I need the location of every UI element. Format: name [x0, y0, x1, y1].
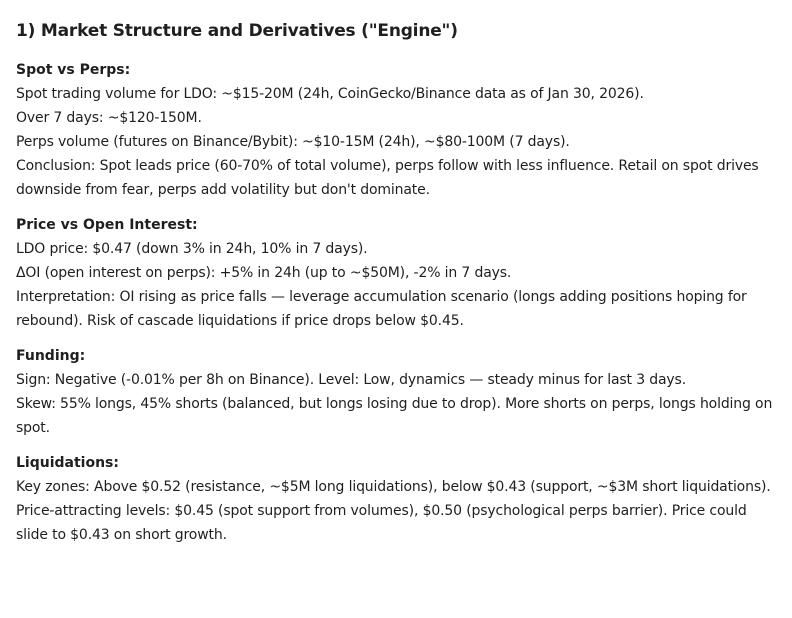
paragraph: LDO price: $0.47 (down 3% in 24h, 10% in 7 days). — [16, 241, 368, 257]
section-funding — [16, 344, 776, 440]
paragraph: Over 7 days: ~$120-150M. — [16, 110, 202, 126]
paragraph: Skew: 55% longs, 45% shorts (balanced, but longs losing due to drop). More shorts on perps, longs holding on spot. — [16, 396, 773, 436]
section-heading: Price vs Open Interest: — [16, 217, 198, 233]
section-liquidations — [16, 451, 776, 547]
section-spot-vs-perps — [16, 58, 776, 202]
section-heading: Spot vs Perps: — [16, 62, 131, 78]
paragraph: Spot trading volume for LDO: ~$15-20M (24h, CoinGecko/Binance data as of Jan 30, 2026). — [16, 86, 644, 102]
paragraph: Key zones: Above $0.52 (resistance, ~$5M long liquidations), below $0.43 (support, ~$3M short liquidations). — [16, 479, 771, 495]
section-price-vs-open-interest — [16, 213, 776, 333]
paragraph: Perps volume (futures on Binance/Bybit): ~$10-15M (24h), ~$80-100M (7 days). — [16, 134, 570, 150]
paragraph: Price-attracting levels: $0.45 (spot support from volumes), $0.50 (psychological perps barrier). Price could slide to $0.43 on short growth. — [16, 503, 747, 543]
section-heading: Funding: — [16, 348, 86, 364]
paragraph: ΔOI (open interest on perps): +5% in 24h (up to ~$50M), -2% in 7 days. — [16, 265, 512, 281]
paragraph: Sign: Negative (-0.01% per 8h on Binance). Level: Low, dynamics — steady minus for last 3 days. — [16, 372, 686, 388]
paragraph: Interpretation: OI rising as price falls — leverage accumulation scenario (longs adding positions hoping for rebound). Risk of cascade liquidations if price drops below $0.45. — [16, 289, 747, 329]
page-title: 1) Market Structure and Derivatives ("Engine") — [16, 21, 458, 41]
section-heading: Liquidations: — [16, 455, 119, 471]
paragraph: Conclusion: Spot leads price (60-70% of total volume), perps follow with less influence. Retail on spot drives downside from fear, perps add volatility but don't dominate. — [16, 158, 759, 198]
